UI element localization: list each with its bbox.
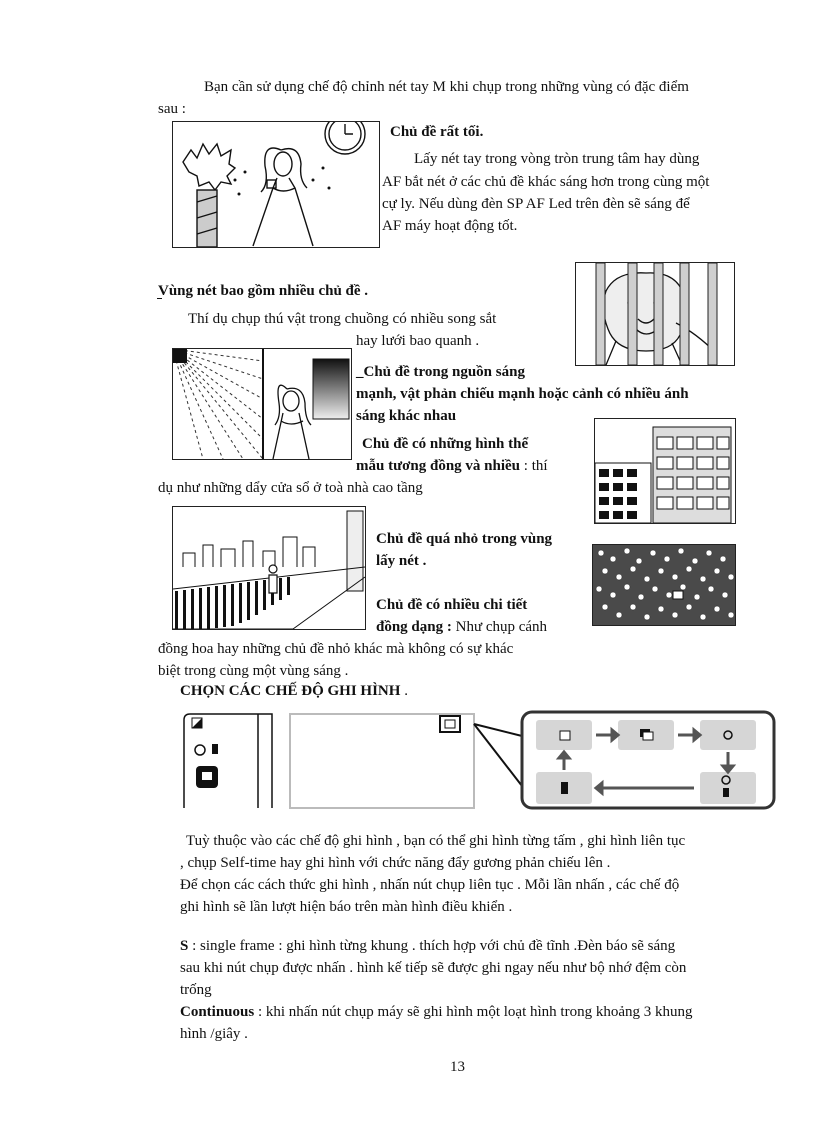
modes-line-1: Tuỳ thuộc vào các chế độ ghi hình , bạn có thể ghi hình từng tấm , ghi hình liên tục — [186, 833, 686, 849]
bright-light-line-3: sáng khác nhau — [356, 408, 457, 424]
section-title-text: CHỌN CÁC CHẾ ĐỘ GHI HÌNH — [180, 683, 401, 699]
building-windows-illustration — [594, 418, 736, 524]
single-line-3: trống — [180, 982, 212, 998]
dark-subject-heading: Chủ đề rất tối. — [390, 124, 484, 140]
dark-subject-line-4: AF máy hoạt động tốt. — [382, 218, 518, 234]
repeating-heading-line-2: mẫu tương đồng và nhiều — [356, 458, 521, 474]
bright-light-line-2: mạnh, vật phản chiếu mạnh hoặc cảnh có nhiều ánh — [356, 386, 689, 402]
repeating-line-2 — [356, 455, 548, 477]
repeating-heading-line-1: Chủ đề có những hình thể — [362, 436, 529, 452]
continuous-text: : khi nhấn nút chụp máy sẽ ghi hình một loạt hình trong khoảng 3 khung — [254, 1004, 693, 1020]
small-subject-line-2: lấy nét . — [376, 553, 427, 569]
repeating-line-3: dụ như những dẩy cửa sổ ở toà nhà cao tầng — [158, 480, 423, 496]
dark-subject-line-1: Lấy nét tay trong vòng tròn trung tâm hay dùng — [414, 151, 700, 167]
fine-detail-rest: Như chụp cánh — [451, 619, 548, 635]
single-line-1 — [180, 935, 675, 957]
modes-line-2: , chụp Self-time hay ghi hình với chức năng đẩy gương phản chiếu lên . — [180, 855, 611, 871]
single-text: : single frame : ghi hình từng khung . thích hợp với chủ đề tĩnh .Đèn báo sẽ sáng — [188, 938, 676, 954]
repeating-tail: : thí — [520, 458, 548, 474]
release-mode-diagram — [182, 710, 776, 810]
dark-subject-line-3: cự ly. Nếu dùng đèn SP AF Led trên đèn sẽ sáng để — [382, 196, 690, 212]
sunlight-window-illustration — [172, 348, 352, 460]
section-title — [180, 680, 408, 702]
woman-clock-illustration — [172, 121, 380, 248]
intro-line-2: sau : — [158, 101, 186, 117]
heading-underscore — [157, 298, 162, 299]
modes-line-3: Để chọn các cách thức ghi hình , nhấn nút chụp liên tục . Mỗi lần nhấn , các chế độ — [180, 877, 680, 893]
page-number: 13 — [450, 1059, 465, 1075]
continuous-line-1 — [180, 1001, 693, 1023]
fine-detail-line-2 — [376, 616, 547, 638]
small-subject-line-1: Chủ đề quá nhỏ trong vùng — [376, 531, 553, 547]
single-line-2: sau khi nút chụp được nhấn . hình kế tiếp sẽ được ghi ngay nếu như bộ nhớ đệm còn — [180, 960, 687, 976]
fine-detail-bold: đồng dạng : — [376, 619, 452, 635]
fine-detail-line-4: biệt trong cùng một vùng sáng . — [158, 663, 349, 679]
section-title-dot: . — [400, 683, 408, 699]
bright-light-line-1: _Chủ đề trong nguồn sáng — [356, 364, 525, 380]
fine-detail-line-1: Chủ đề có nhiều chi tiết — [376, 597, 528, 613]
dark-subject-line-2: AF bắt nét ở các chủ đề khác sáng hơn trong cùng một — [382, 174, 710, 190]
modes-line-4: ghi hình sẽ lần lượt hiện báo trên màn hình điều khiển . — [180, 899, 513, 915]
single-label: S — [180, 938, 189, 954]
street-illustration — [172, 506, 366, 630]
lion-cage-illustration — [575, 262, 735, 366]
multi-subject-line-1: Thí dụ chụp thú vật trong chuồng có nhiều song sắt — [188, 311, 497, 327]
multi-subject-heading: Vùng nét bao gồm nhiều chủ đề . — [158, 283, 369, 299]
multi-subject-line-2: hay lưới bao quanh . — [356, 333, 480, 349]
fine-detail-line-3: đồng hoa hay những chủ đề nhỏ khác mà không có sự khác — [158, 641, 514, 657]
continuous-label: Continuous — [180, 1004, 255, 1020]
intro-line-1: Bạn cần sử dụng chế độ chỉnh nét tay M khi chụp trong những vùng có đặc điểm — [204, 79, 689, 95]
continuous-line-2: hình /giây . — [180, 1026, 248, 1042]
flower-field-illustration — [592, 544, 736, 626]
